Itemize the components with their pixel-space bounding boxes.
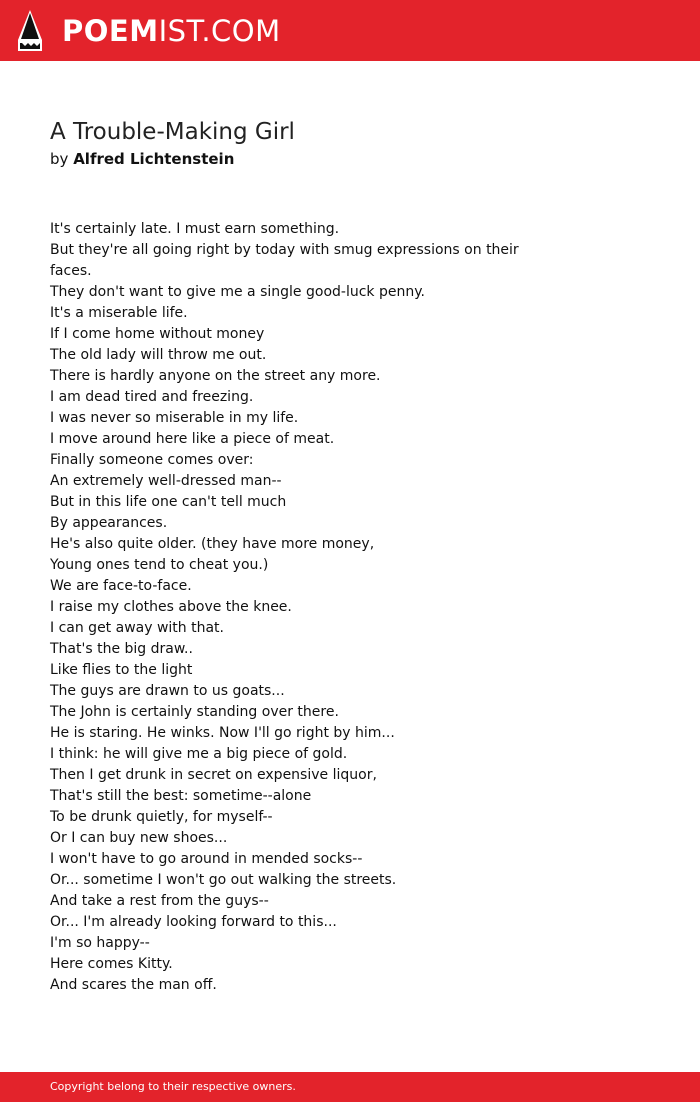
poem-line: To be drunk quietly, for myself--: [50, 809, 273, 825]
poem-line: If I come home without money: [50, 326, 265, 342]
poem-line: I won't have to go around in mended socks--: [50, 851, 363, 867]
poem-line: I think: he will give me a big piece of gold.: [50, 746, 348, 762]
poem-line: And take a rest from the guys--: [50, 893, 269, 909]
author-name: Alfred Lichtenstein: [73, 150, 235, 168]
poem-line: And scares the man off.: [50, 977, 217, 993]
poem-line: The guys are drawn to us goats...: [50, 683, 285, 699]
poem-line: But in this life one can't tell much: [50, 494, 287, 510]
poem-line: There is hardly anyone on the street any more.: [50, 368, 381, 384]
poem-line: The John is certainly standing over there.: [50, 704, 339, 720]
poem-line: Here comes Kitty.: [50, 956, 173, 972]
poem-line: I raise my clothes above the knee.: [50, 599, 292, 615]
poem-line: Young ones tend to cheat you.): [50, 557, 269, 573]
site-header: [0, 0, 700, 61]
poem-line: But they're all going right by today with smug expressions on their faces.: [50, 242, 519, 279]
site-logo-text[interactable]: [62, 13, 281, 49]
poem-line: We are face-to-face.: [50, 578, 192, 594]
poem-line: I was never so miserable in my life.: [50, 410, 299, 426]
poem-line: They don't want to give me a single good-luck penny.: [50, 284, 425, 300]
poem-line: An extremely well-dressed man--: [50, 473, 282, 489]
poem-line: Or... I'm already looking forward to this...: [50, 914, 337, 930]
poem-line: I'm so happy--: [50, 935, 150, 951]
poem-line: I move around here like a piece of meat.: [50, 431, 335, 447]
poem-line: That's the big draw..: [50, 641, 193, 657]
poem-line: It's certainly late. I must earn something.: [50, 221, 340, 237]
poem-line: By appearances.: [50, 515, 168, 531]
poem-line: Then I get drunk in secret on expensive liquor,: [50, 767, 377, 783]
poem-body: [50, 219, 520, 996]
poem-line: Or... sometime I won't go out walking the streets.: [50, 872, 397, 888]
byline: [50, 149, 234, 169]
poem-line: Or I can buy new shoes...: [50, 830, 228, 846]
poem-line: That's still the best: sometime--alone: [50, 788, 312, 804]
brand-bold-text: POEM: [62, 14, 159, 48]
poem-line: I am dead tired and freezing.: [50, 389, 254, 405]
poem-line: I can get away with that.: [50, 620, 224, 636]
site-footer: [0, 1072, 700, 1102]
brand-light-text: IST.COM: [158, 14, 281, 48]
poem-line: Like flies to the light: [50, 662, 193, 678]
poem-line: He is staring. He winks. Now I'll go right by him...: [50, 725, 395, 741]
poem-line: He's also quite older. (they have more money,: [50, 536, 375, 552]
poem-line: The old lady will throw me out.: [50, 347, 267, 363]
pencil-tip-icon[interactable]: [18, 10, 42, 51]
poem-line: Finally someone comes over:: [50, 452, 254, 468]
by-label: by: [50, 150, 69, 168]
copyright-text: Copyright belong to their respective owners.: [50, 1080, 296, 1093]
poem-title: A Trouble-Making Girl: [50, 119, 295, 145]
poem-line: It's a miserable life.: [50, 305, 188, 321]
